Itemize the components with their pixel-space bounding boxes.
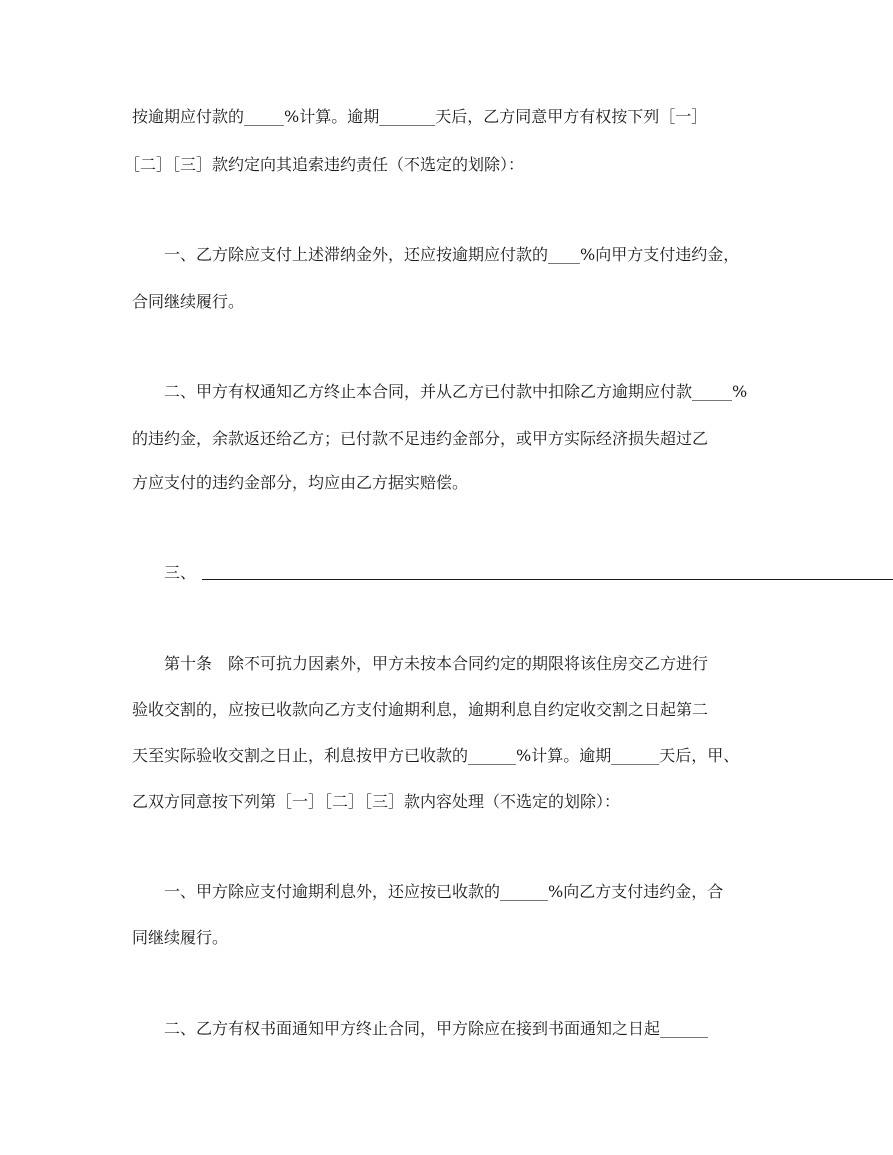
text-line: 二、甲方有权通知乙方终止本合同，并从乙方已付款中扣除乙方逾期应付款_____% — [164, 382, 748, 401]
text-line: ［二］［三］款约定向其追索违约责任（不选定的划除）： — [124, 155, 525, 174]
text-line: 同继续履行。 — [132, 928, 229, 947]
text-line: 的违约金，余款返还给乙方；已付款不足违约金部分，或甲方实际经济损失超过乙 — [132, 429, 709, 448]
blank-fill-line — [202, 579, 893, 580]
text-line: 一、甲方除应支付逾期利息外，还应按已收款的______%向乙方支付违约金，合 — [164, 882, 724, 901]
text-line: 验收交割的，应按已收款向乙方支付逾期利息，逾期利息自约定收交割之日起第二 — [132, 700, 709, 719]
text-line: 合同继续履行。 — [132, 292, 245, 311]
text-line: 按逾期应付款的_____%计算。逾期_______天后，乙方同意甲方有权按下列［一］ — [132, 107, 708, 126]
text-line: 第十条 除不可抗力因素外，甲方未按本合同约定的期限将该住房交乙方进行 — [164, 654, 709, 673]
text-line: 天至实际验收交割之日止，利息按甲方已收款的______%计算。逾期______天后，甲、 — [132, 746, 740, 765]
text-line: 二、乙方有权书面通知甲方终止合同，甲方除应在接到书面通知之日起______ — [164, 1019, 709, 1038]
text-line: 乙双方同意按下列第［一］［二］［三］款内容处理（不选定的划除）： — [132, 792, 621, 811]
text-line: 三、 — [164, 563, 197, 582]
text-line: 一、乙方除应支付上述滞纳金外，还应按逾期应付款的____%向甲方支付违约金， — [164, 245, 740, 264]
text-line: 方应支付的违约金部分，均应由乙方据实赔偿。 — [132, 473, 469, 492]
